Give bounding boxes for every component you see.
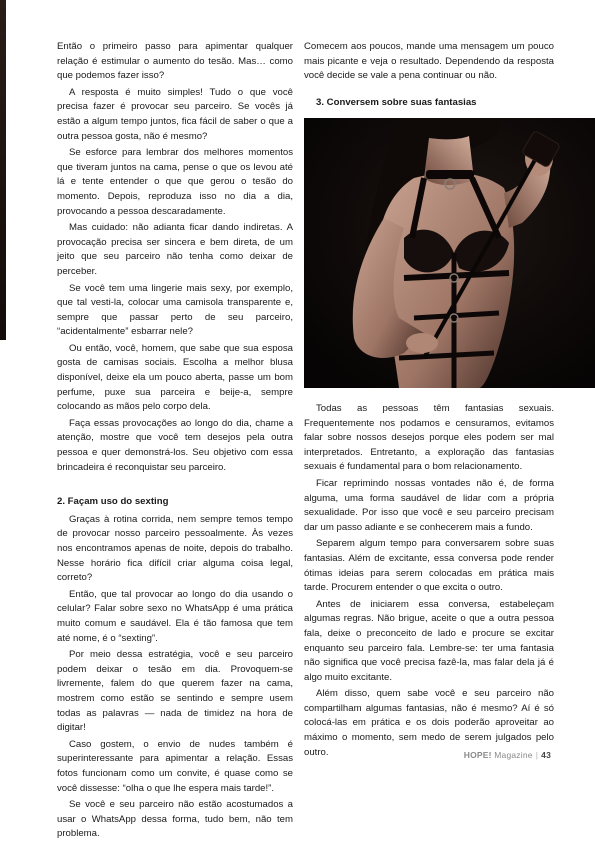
paragraph: Ou então, você, homem, que sabe que sua esposa gosta de camisas sociais. Escolha a melhor blusa disponível, deixe ela um pouco aberta, passe um bom perfume, puxe sua parceira e beije-a, sempre colocando as mãos pelo corpo dela. — [57, 342, 293, 413]
paragraph: Então o primeiro passo para apimentar qualquer relação é estimular o aumento do tesão. Mas… como que podemos fazer isso? — [57, 41, 293, 82]
page-number: 43 — [541, 750, 551, 760]
section-heading-fantasias: 3. Conversem sobre suas fantasias — [316, 96, 477, 108]
paragraph: Todas as pessoas têm fantasias sexuais. Frequentemente nos podamos e censuramos, evitamos falar sobre nossos desejos porque eles podem ser mal interpretados. Entretanto, a exploração das fantasias sexuais é fundamental para o bom relacionamento. — [304, 403, 554, 473]
section-heading-sexting: 2. Façam uso do sexting — [57, 496, 169, 508]
paragraph: Ficar reprimindo nossas vontades não é, de forma alguma, uma forma saudável de lidar com a própria sexualidade. Por isso que você e seu parceiro precisam dar um passo adiante e se conhecerem mais a fundo. — [304, 477, 554, 533]
magazine-brand: HOPE! — [463, 750, 492, 760]
paragraph: Caso gostem, o envio de nudes também é superinteressante para apimentar a relação. Essas fotos funcionam como um convite, é quase como se você dissesse: “olha o que lhe espera mais tarde!”. — [57, 738, 293, 794]
paragraph: Por meio dessa estratégia, você e seu parceiro podem deixar o tesão em dia. Provoquem-se livremente, falem do que querem fazer na cama, mostrem como estão se sentindo e sempre usem todas as palavras — nada de timidez na hora de digitar! — [57, 649, 293, 734]
woman-in-harness-illustration — [304, 118, 595, 388]
paragraph: Então, que tal provocar ao longo do dia usando o celular? Falar sobre sexo no WhatsApp é uma prática muito comum e saudável. Ela é tão famosa que tem até nome, é o “sexting”. — [57, 588, 293, 644]
paragraph: Se esforce para lembrar dos melhores momentos que tiveram juntos na cama, pense o que os levou até lá e tente entender o que que gerou o tesão do momento. Depois, reproduza isso no dia a dia, provocando a pessoa descaradamente. — [57, 147, 293, 217]
paragraph: Faça essas provocações ao longo do dia, chame a atenção, mostre que você tem desejos pela outra pessoa e quer demonstrá-los. Seu objetivo com essa brincadeira é reconquistar seu parceiro. — [57, 417, 293, 473]
paragraph: Mas cuidado: não adianta ficar dando indiretas. A provocação precisa ser sincera e bem direta, de um jeito que seu parceiro não tenha como deixar de perceber. — [57, 222, 293, 277]
spacer — [57, 477, 293, 485]
previous-page-photo-edge — [0, 0, 6, 340]
page-footer — [464, 750, 551, 760]
right-text-column-top — [304, 40, 554, 110]
paragraph: Se você tem uma lingerie mais sexy, por exemplo, que tal vesti-la, colocar uma camisola transparente e, sempre que passar perto de seu parceiro, “acidentalmente” esbarrar nele? — [57, 282, 293, 338]
right-text-column-bottom — [304, 402, 554, 762]
left-text-column — [57, 40, 293, 844]
article-photo — [304, 118, 595, 388]
paragraph: A resposta é muito simples! Tudo o que você precisa fazer é provocar seu parceiro. Se vocês já estão a algum tempo juntos, fica fácil de saber o que a outra pessoa gosta, não é mesmo? — [57, 86, 293, 142]
paragraph: Antes de iniciarem essa conversa, estabeleçam algumas regras. Não brigue, aceite o que a outra pessoa fala, deixe o preconceito de lado e procure se excitar enquanto seu parceiro fala. Lembre-se: ter uma fantasia não significa que você precisa fazê-la, mas falar dela já é algo muito excitante. — [304, 598, 554, 683]
paragraph: Separem algum tempo para conversarem sobre suas fantasias. Além de excitante, essa conversa pode render ótimas ideias para serem colocadas em prática mais tarde. Procurem entender o que excita o outro. — [304, 538, 554, 594]
magazine-label: Magazine — [494, 750, 533, 760]
paragraph: Graças à rotina corrida, nem sempre temos tempo de provocar nosso parceiro pessoalmente. Às vezes nos encontramos apenas de noite, depois do trabalho. Nesse horário fica difícil criar alguma coisa legal, correto? — [57, 513, 293, 584]
paragraph: Além disso, quem sabe você e seu parceiro não compartilham algumas fantasias, não é mesmo? Aí é só colocá-las em prática e os dois poderão aproveitar ao máximo o momento, sem medo de serem julgados pelo outro. — [304, 688, 554, 758]
paragraph: Comecem aos poucos, mande uma mensagem um pouco mais picante e veja o resultado. Dependendo da resposta você decide se vale a pena continuar ou não. — [304, 41, 554, 82]
paragraph: Se você e seu parceiro não estão acostumados a usar o WhatsApp dessa forma, tudo bem, não tem problema. — [57, 799, 293, 840]
footer-separator: | — [535, 750, 539, 760]
